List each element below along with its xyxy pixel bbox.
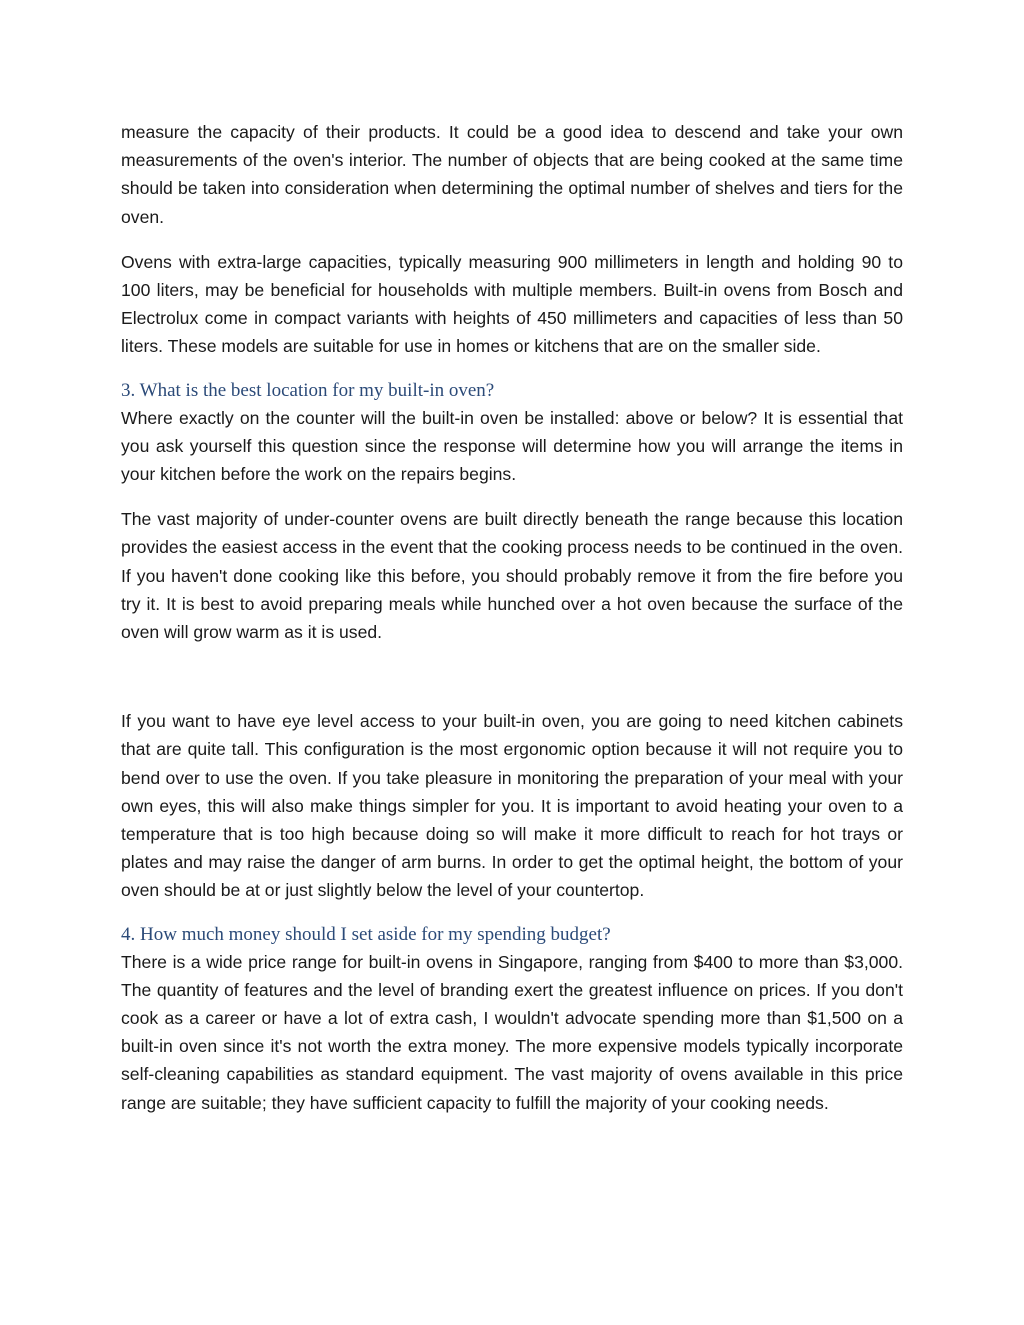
section-heading-budget: 4. How much money should I set aside for my spending budget? [121, 923, 611, 945]
document-body [121, 118, 903, 1117]
paragraph-oven-measurements: measure the capacity of their products. It could be a good idea to descend and take your own measurements of the oven's interior. The number of objects that are being cooked at the same time should be taken into consideration when determining the optimal number of shelves and tiers for the oven. [121, 122, 903, 227]
section-heading-oven-location: 3. What is the best location for my built-in oven? [121, 379, 495, 401]
paragraph-oven-capacities: Ovens with extra-large capacities, typically measuring 900 millimeters in length and holding 90 to 100 liters, may be beneficial for households with multiple members. Built-in ovens from Bosch and Electrolux come in compact variants with heights of 450 millimeters and capacities of less than 50 liters. These models are suitable for use in homes or kitchens that are on the smaller side. [121, 251, 903, 357]
paragraph-eye-level-ovens: If you want to have eye level access to your built-in oven, you are going to need kitchen cabinets that are quite tall. This configuration is the most ergonomic option because it will not require you to bend over to use the oven. If you take pleasure in monitoring the preparation of your meal with your own eyes, this will also make things simpler for you. It is important to avoid heating your oven to a temperature that is too high because doing so will make it more difficult to reach for hot trays or plates and may raise the danger of arm burns. In order to get the optimal height, the bottom of your oven should be at or just slightly below the level of your countertop. [121, 711, 903, 901]
paragraph-under-counter-ovens: The vast majority of under-counter ovens are built directly beneath the range because this location provides the easiest access in the event that the cooking process needs to be continued in the oven. If you haven't done cooking like this before, you should probably remove it from the fire before you try it. It is best to avoid preparing meals while hunched over a hot oven because the surface of the oven will grow warm as it is used. [121, 509, 903, 643]
paragraph-installation-position: Where exactly on the counter will the built-in oven be installed: above or below? It is essential that you ask yourself this question since the response will determine how you will arrange the items in your kitchen before the work on the repairs begins. [121, 407, 903, 485]
paragraph-price-range: There is a wide price range for built-in ovens in Singapore, ranging from $400 to more than $3,000. The quantity of features and the level of branding exert the greatest influence on prices. If you don't cook as a career or have a lot of extra cash, I wouldn't advocate spending more than $1,500 on a built-in oven since it's not worth the extra money. The more expensive models typically incorporate self-cleaning capabilities as standard equipment. The vast majority of ovens available in this price range are suitable; they have sufficient capacity to fulfill the majority of your cooking needs. [121, 951, 903, 1113]
